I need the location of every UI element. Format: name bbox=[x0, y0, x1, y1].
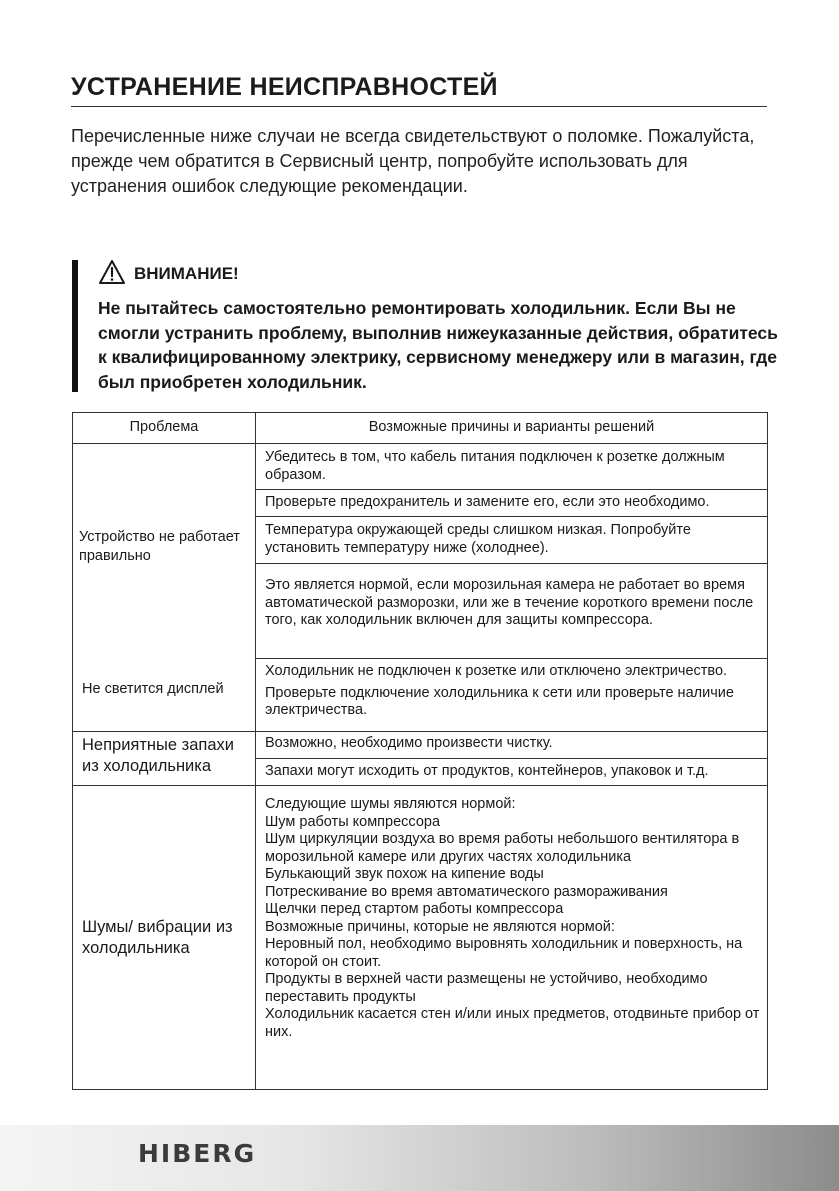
solution-cell bbox=[256, 444, 768, 490]
table-header-row bbox=[73, 413, 768, 444]
solution-cell bbox=[256, 786, 768, 1090]
solution-cell bbox=[256, 759, 768, 786]
noise-lines bbox=[256, 786, 767, 1045]
page-footer bbox=[0, 1125, 839, 1191]
solution-cell bbox=[256, 659, 768, 732]
troubleshooting-table bbox=[72, 412, 768, 1090]
problem-cell-device bbox=[73, 444, 256, 732]
solution-text: Холодильник не подключен к розетке или отключено электричество. bbox=[265, 663, 728, 679]
problem-label: Неприятные запахи из холодильника bbox=[82, 736, 234, 775]
solution-line: Холодильник касается стен и/или иных предметов, отодвиньте прибор от них. bbox=[265, 1006, 760, 1040]
table-row bbox=[73, 444, 768, 490]
header-problem: Проблема bbox=[73, 413, 256, 444]
page-title: УСТРАНЕНИЕ НЕИСПРАВНОСТЕЙ bbox=[71, 72, 767, 107]
table-row bbox=[73, 786, 768, 1090]
solution-text: Проверьте предохранитель и замените его, если это необходимо. bbox=[265, 494, 710, 510]
intro-paragraph: Перечисленные ниже случаи не всегда свидетельствуют о поломке. Пожалуйста, прежде чем обратится в Сервисный центр, попробуйте использовать для устранения ошибок следующие рекомендации. bbox=[71, 126, 755, 196]
solution-cell bbox=[256, 490, 768, 517]
solution-text: Возможно, необходимо произвести чистку. bbox=[265, 735, 553, 751]
solution-text: Это является нормой, если морозильная камера не работает во время автоматической разморозки, или же в течение короткого времени после того, как холодильник включен для защиты компрессора. bbox=[265, 577, 754, 628]
solution-text: Проверьте подключение холодильника к сети или проверьте наличие электричества. bbox=[265, 684, 734, 718]
warning-text: Не пытайтесь самостоятельно ремонтировать холодильник. Если Вы не смогли устранить проблему, выполнив нижеуказанные действия, обратитесь к квалифицированному электрику, сервисному менеджеру или в магазин, где был приобретен холодильник. bbox=[98, 298, 778, 392]
table-row bbox=[73, 732, 768, 759]
solution-cell bbox=[256, 517, 768, 564]
problem-cell-noise bbox=[73, 786, 256, 1090]
warning-header bbox=[98, 260, 239, 288]
problem-cell-odors bbox=[73, 732, 256, 786]
problem-label: Шумы/ вибрации из холодильника bbox=[82, 918, 233, 957]
problem-label: Устройство не работает правильно bbox=[79, 529, 240, 564]
solution-line: Неровный пол, необходимо выровнять холодильник и поверхность, на которой он стоит. bbox=[265, 936, 743, 970]
solution-text: Убедитесь в том, что кабель питания подключен к розетке должным образом. bbox=[265, 449, 725, 483]
solution-text: Запахи могут исходить от продуктов, контейнеров, упаковок и т.д. bbox=[265, 763, 709, 779]
brand-logo: HIBERG bbox=[138, 1139, 257, 1168]
problem-label-display: Не светится дисплей bbox=[82, 681, 224, 697]
warning-title: ВНИМАНИЕ! bbox=[134, 264, 239, 283]
solution-text: Температура окружающей среды слишком низкая. Попробуйте установить температуру ниже (холоднее). bbox=[265, 522, 691, 556]
solution-line: Возможные причины, которые не являются нормой: bbox=[265, 918, 615, 935]
solution-line: Булькающий звук похож на кипение воды bbox=[265, 866, 544, 882]
solution-cell bbox=[256, 564, 768, 659]
header-solutions: Возможные причины и варианты решений bbox=[256, 413, 768, 444]
solution-cell bbox=[256, 732, 768, 759]
solution-line: Шум циркуляции воздуха во время работы небольшого вентилятора в морозильной камере или других частях холодильника bbox=[265, 831, 740, 865]
warning-triangle-icon bbox=[98, 259, 126, 290]
warning-box bbox=[72, 260, 778, 392]
solution-line: Щелчки перед стартом работы компрессора bbox=[265, 901, 564, 917]
solution-line: Потрескивание во время автоматического размораживания bbox=[265, 883, 668, 900]
solution-line: Следующие шумы являются нормой: bbox=[265, 796, 516, 812]
solution-line: Продукты в верхней части размещены не устойчиво, необходимо переставить продукты bbox=[265, 971, 708, 1005]
solution-line: Шум работы компрессора bbox=[265, 813, 441, 830]
